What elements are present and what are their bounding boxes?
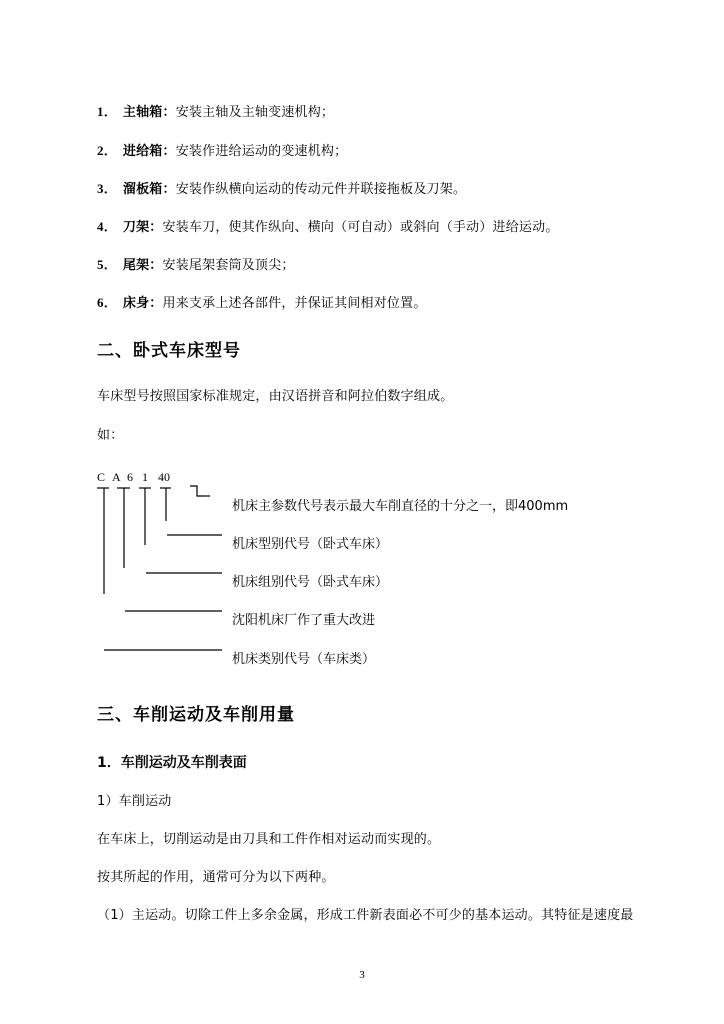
subsubsection-heading: 1）车削运动 (97, 794, 172, 809)
code-desc-1: 机床型别代号（卧式车床） (232, 537, 389, 552)
item-term: 溜板箱： (122, 182, 176, 197)
item-term: 主轴箱： (122, 105, 176, 120)
item-term: 床身： (122, 296, 163, 311)
item-number: 6． (97, 295, 117, 310)
item-description: 用来支承上述各部件，并保证其间相对位置。 (162, 296, 427, 311)
paragraph-2: 按其所起的作用，通常可分为以下两种。 (97, 870, 335, 885)
item-description: 安装作纵横向运动的传动元件并联接拖板及刀架。 (175, 182, 467, 197)
code-desc-a: 沈阳机床厂作了重大改进 (232, 613, 376, 628)
code-desc-6: 机床组别代号（卧式车床） (232, 575, 389, 590)
code-part-c: C (97, 470, 106, 484)
code-part-1: 1 (142, 470, 148, 484)
paragraph-3: （1）主运动。切除工件上多余金属，形成工件新表面必不可少的基本运动。其特征是速度最 (97, 908, 634, 923)
item-description: 安装尾架套筒及顶尖； (162, 258, 295, 273)
section-intro: 车床型号按照国家标准规定，由汉语拼音和阿拉伯数字组成。 (97, 389, 454, 404)
item-description: 安装作进给运动的变速机构； (175, 144, 348, 159)
item-number: 5． (97, 257, 117, 272)
paragraph-1: 在车床上，切削运动是由刀具和工件作相对运动而实现的。 (97, 832, 441, 847)
subsection-heading: 1．车削运动及车削表面 (97, 755, 247, 771)
section-heading-model: 二、卧式车床型号 (97, 341, 241, 361)
item-description: 安装主轴及主轴变速机构； (175, 105, 335, 120)
code-part-40: 40 (158, 470, 170, 484)
item-term: 进给箱： (122, 144, 176, 159)
item-number: 1． (97, 104, 117, 119)
code-part-6: 6 (127, 470, 133, 484)
item-number: 4． (97, 219, 117, 234)
example-label: 如： (97, 428, 124, 443)
section-heading-turning: 三、车削运动及车削用量 (97, 705, 295, 725)
item-term: 刀架： (122, 220, 163, 235)
page-number: 3 (359, 969, 365, 981)
item-number: 2． (97, 143, 117, 158)
item-term: 尾架： (122, 258, 163, 273)
code-desc-40: 机床主参数代号表示最大车削直径的十分之一，即400mm (232, 499, 569, 514)
code-part-a: A (112, 470, 121, 484)
item-description: 安装车刀，使其作纵向、横向（可自动）或斜向（手动）进给运动。 (162, 220, 559, 235)
connector-40 (190, 486, 204, 496)
item-number: 3． (97, 181, 117, 196)
code-desc-c: 机床类别代号（车床类） (232, 652, 376, 667)
